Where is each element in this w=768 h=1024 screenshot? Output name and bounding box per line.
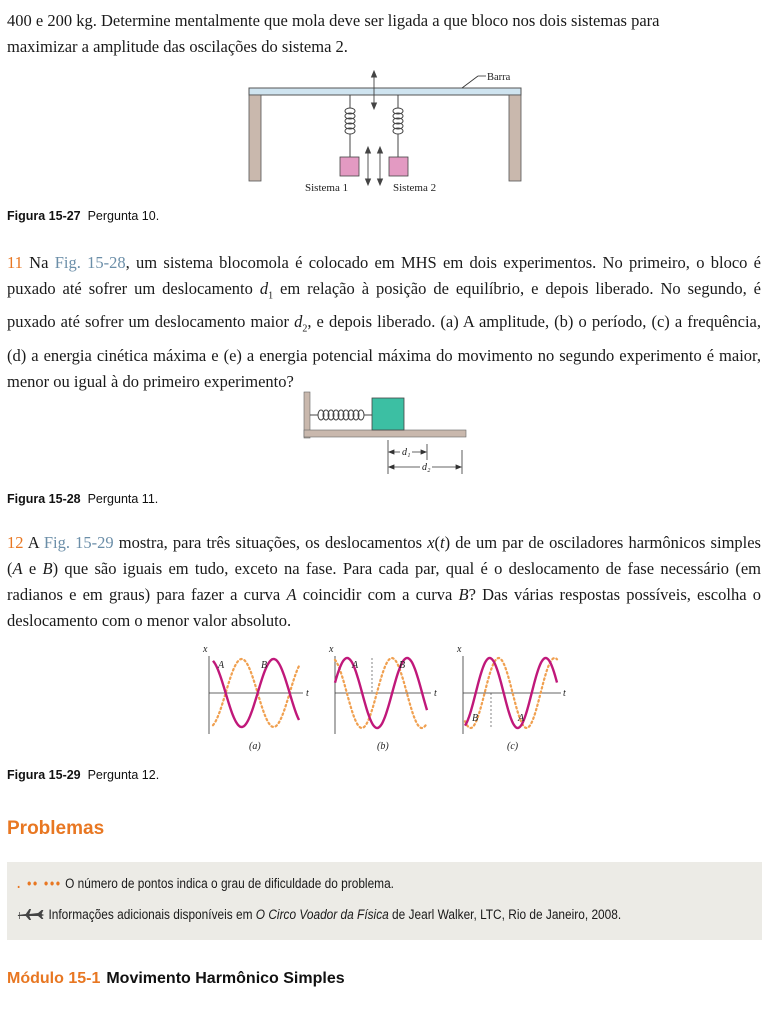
panel-a xyxy=(202,644,309,752)
figure-15-27 xyxy=(246,70,526,196)
caption-text: Pergunta 12. xyxy=(87,768,160,782)
svg-text:x: x xyxy=(203,644,208,655)
question-number: 11 xyxy=(7,253,23,272)
caption-number: Figura 15-28 xyxy=(7,492,81,506)
question-number: 12 xyxy=(7,533,24,552)
label-sistema-1: Sistema 1 xyxy=(305,182,349,194)
intro-line-2: maximizar a amplitude das oscilações do sistema 2. xyxy=(7,37,348,56)
svg-text:B: B xyxy=(399,660,406,671)
legend-difficulty xyxy=(17,876,394,891)
left-support xyxy=(249,95,261,181)
caption-number: Figura 15-29 xyxy=(7,768,81,782)
figure-ref-link[interactable]: Fig. 15-28 xyxy=(54,253,126,272)
caption-text: Pergunta 10. xyxy=(87,209,160,223)
label-d1: d₁ xyxy=(402,447,411,458)
right-support xyxy=(509,95,521,181)
label-sistema-2: Sistema 2 xyxy=(393,182,437,194)
bar xyxy=(249,88,521,95)
module-heading xyxy=(7,970,345,988)
svg-text:(c): (c) xyxy=(507,741,519,752)
svg-text:t: t xyxy=(306,688,309,699)
svg-text:t: t xyxy=(563,688,566,699)
svg-text:B: B xyxy=(261,660,268,671)
caption-15-27 xyxy=(7,209,159,223)
label-d2: d₂ xyxy=(422,462,431,473)
figure-ref-link[interactable]: Fig. 15-29 xyxy=(43,533,114,552)
block-2 xyxy=(389,157,408,176)
module-title: Movimento Harmônico Simples xyxy=(106,970,345,987)
question-12: 12 A Fig. 15-29 mostra, para três situações, os deslocamentos x(t) de um par de osciladores harmônicos simples (A e B) que são iguais em tudo, exceto na fase. Para cada par, qual é o deslocamento de fase necessário (em radianos e em graus) para fazer a curva A coincidir com a curva B? Das várias respostas possíveis, escolha o deslocamento com o menor valor absoluto. xyxy=(7,533,761,630)
svg-text:A: A xyxy=(352,660,359,671)
caption-15-29 xyxy=(7,768,159,782)
svg-text:(a): (a) xyxy=(249,741,261,752)
panel-c xyxy=(456,644,566,752)
spring-1 xyxy=(345,95,355,157)
figure-15-29 xyxy=(195,642,575,754)
module-number: Módulo 15-1 xyxy=(7,970,101,987)
legend-difficulty-text: O número de pontos indica o grau de dificuldade do problema. xyxy=(61,876,394,891)
legend-flying-circus: Informações adicionais disponíveis em O Circo Voador da Física de Jearl Walker, LTC, Rio de Janeiro, 2008. xyxy=(17,907,621,924)
intro-line-1: 400 e 200 kg. Determine mentalmente que mola deve ser ligada a que bloco nos dois sistemas para xyxy=(7,11,660,30)
svg-text:x: x xyxy=(457,644,462,655)
floor xyxy=(304,430,466,437)
caption-text: Pergunta 11. xyxy=(87,492,159,506)
caption-15-28 xyxy=(7,492,158,506)
intro-paragraph xyxy=(7,8,761,60)
svg-text:(b): (b) xyxy=(377,741,389,752)
svg-text:A: A xyxy=(518,713,525,724)
question-11: 11 Na Fig. 15-28, um sistema blocomola é colocado em MHS em dois experimentos. No primeiro, o bloco é puxado até sofrer um deslocamento $d_1$ em relação à posição de equilíbrio, e depois liberado. No segundo, é puxado até sofrer um deslocamento maior $d_2$, e depois liberado. (a) A amplitude, (b) o período, (c) a frequência, (d) a energia cinética máxima e (e) a energia potencial máxima do movimento no segundo experimento é maior, menor ou igual à do primeiro experimento? xyxy=(7,253,761,391)
barra-leader xyxy=(462,76,478,88)
airplane-icon xyxy=(17,907,45,924)
caption-number: Figura 15-27 xyxy=(7,209,81,223)
spring-2 xyxy=(393,95,403,157)
figure-15-28 xyxy=(300,390,470,476)
book-title: O Circo Voador da Física xyxy=(255,907,389,923)
svg-text:t: t xyxy=(434,688,437,699)
block xyxy=(372,398,404,430)
difficulty-legend xyxy=(7,862,762,940)
section-title-problemas: Problemas xyxy=(7,818,105,839)
spring xyxy=(310,410,372,420)
svg-text:B: B xyxy=(472,713,479,724)
svg-text:A: A xyxy=(218,660,225,671)
block-1 xyxy=(340,157,359,176)
label-barra: Barra xyxy=(487,72,511,83)
difficulty-dots: . •• ••• xyxy=(17,876,62,891)
svg-text:x: x xyxy=(329,644,334,655)
panel-b xyxy=(328,644,437,752)
